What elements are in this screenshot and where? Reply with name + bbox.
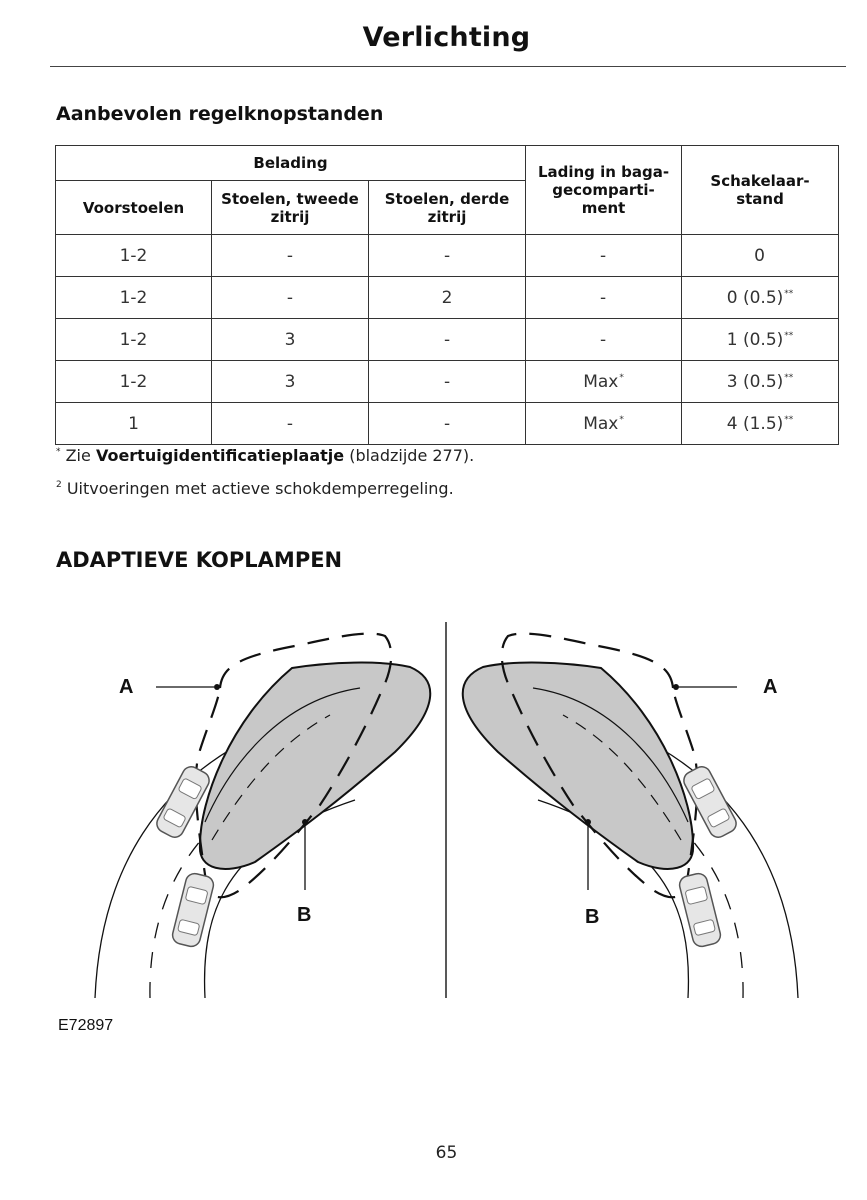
left-panel: [95, 634, 430, 998]
title-divider: [50, 66, 846, 67]
page-number: 65: [435, 1143, 458, 1163]
footnote-link-text: Voertuigidentificatieplaatje: [95, 446, 345, 465]
front-seats-header: Voorstoelen: [56, 181, 212, 235]
front-cell: 1-2: [56, 235, 212, 277]
footnote-vin: * Zie Voertuigidentificatieplaatje (bladzijde 277).: [56, 446, 475, 465]
luggage-header: Lading in baga-gecomparti-ment: [526, 146, 682, 235]
second-row-header: Stoelen, tweede zitrij: [212, 181, 369, 235]
second-cell: -: [212, 403, 369, 445]
headlamp-beam: [200, 663, 430, 869]
section-heading: Aanbevolen regelknopstanden: [56, 103, 384, 125]
right-panel: [463, 634, 798, 998]
front-cell: 1-2: [56, 361, 212, 403]
table-header-row: [56, 146, 839, 181]
second-cell: 3: [212, 361, 369, 403]
second-cell: 3: [212, 319, 369, 361]
front-cell: 1-2: [56, 319, 212, 361]
third-cell: -: [369, 403, 526, 445]
luggage-cell: -: [526, 277, 682, 319]
luggage-cell: Max*: [526, 403, 682, 445]
label-a-left: A: [119, 676, 134, 698]
luggage-cell: -: [526, 319, 682, 361]
switch-cell: 3 (0.5)**: [682, 361, 839, 403]
settings-table: [55, 145, 839, 445]
front-cell: 1-2: [56, 277, 212, 319]
footnote-suspension: $^2$ Uitvoeringen met actieve schokdemperregeling.: [56, 479, 454, 498]
switch-cell: 1 (0.5)**: [682, 319, 839, 361]
front-cell: 1: [56, 403, 212, 445]
third-cell: -: [369, 235, 526, 277]
load-group-header: Belading: [56, 146, 526, 181]
third-cell: 2: [369, 277, 526, 319]
switch-cell: 4 (1.5)**: [682, 403, 839, 445]
luggage-cell: -: [526, 235, 682, 277]
third-row-header: Stoelen, derde zitrij: [369, 181, 526, 235]
label-b-right: B: [585, 906, 600, 928]
switch-header: Schakelaar-stand: [682, 146, 839, 235]
second-cell: -: [212, 235, 369, 277]
section-heading-adaptive: ADAPTIEVE KOPLAMPEN: [56, 548, 343, 572]
switch-cell: 0 (0.5)**: [682, 277, 839, 319]
table-row: [56, 319, 839, 361]
figure-code: E72897: [58, 1017, 114, 1034]
table-row: [56, 277, 839, 319]
switch-cell: 0: [682, 235, 839, 277]
luggage-cell: Max*: [526, 361, 682, 403]
third-cell: -: [369, 319, 526, 361]
table-row: [56, 235, 839, 277]
table-row: [56, 361, 839, 403]
table-row: [56, 403, 839, 445]
label-b-left: B: [297, 904, 312, 926]
page-title: Verlichting: [362, 22, 531, 53]
third-cell: -: [369, 361, 526, 403]
label-a-right: A: [763, 676, 778, 698]
adaptive-headlamps-diagram: [0, 600, 867, 1010]
second-cell: -: [212, 277, 369, 319]
